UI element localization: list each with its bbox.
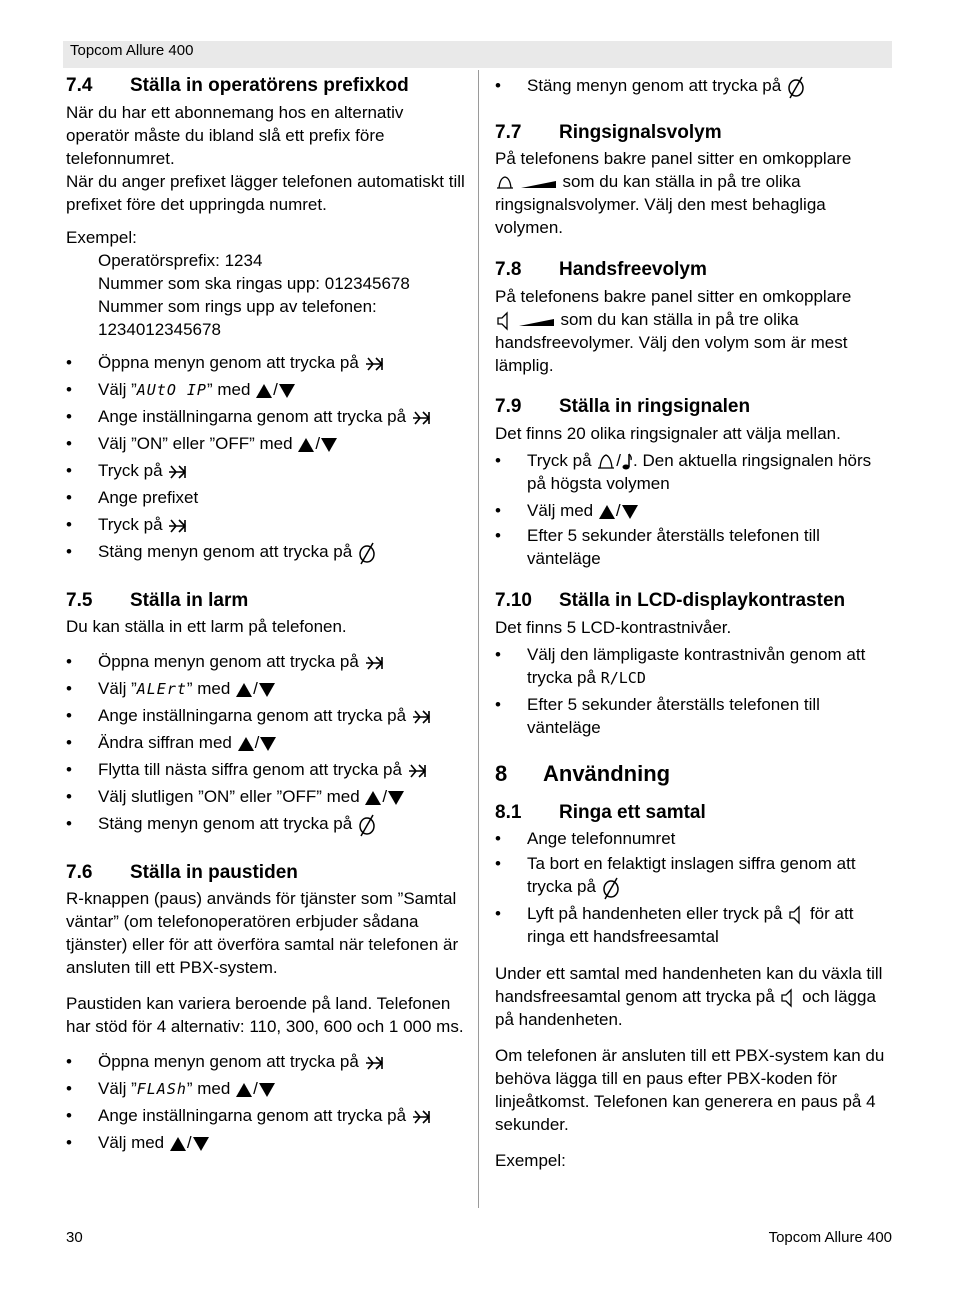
lcd-text: FLASh (136, 1080, 187, 1098)
example-line: Nummer som rings upp av telefonen: (98, 297, 377, 316)
lcd-text: ALErt (136, 680, 187, 698)
speaker-icon (787, 905, 805, 925)
enter-arrow-icon (411, 707, 437, 727)
paragraph: Om telefonen är ansluten till ett PBX-system kan du behöva lägga till en paus efter PBX-koden för linjeåtkomst. Telefonen kan generera en paus på 4 sekunder. (495, 1046, 885, 1134)
list-item: • Ta bort en felaktigt inslagen siffra genom att trycka på (495, 852, 893, 902)
r-lcd-key-label: R/LCD (600, 669, 646, 687)
section-heading-7-5: 7.5 Ställa in larm (66, 590, 249, 611)
list-item: • Efter 5 sekunder återställs telefonen till vänteläge (495, 695, 820, 737)
example-label: Exempel: (495, 1151, 566, 1170)
list-item: • Lyft på handenheten eller tryck på för att ringa ett handsfreesamtal (495, 904, 854, 946)
list-item: • Tryck på / . Den aktuella ringsignalen hörs på högsta volymen (495, 451, 872, 493)
step-list (495, 643, 893, 739)
speaker-icon (779, 988, 797, 1008)
header-title: Topcom Allure 400 (70, 42, 194, 59)
section-heading-8-1: 8.1 Ringa ett samtal (495, 802, 706, 823)
down-triangle-icon (320, 437, 338, 453)
clear-slashed-o-icon (357, 541, 377, 565)
section-heading-7-4: 7.4 Ställa in operatörens prefixkod (66, 75, 409, 96)
up-triangle-icon (169, 1136, 187, 1152)
down-triangle-icon (278, 383, 296, 399)
down-triangle-icon (192, 1136, 210, 1152)
list-item: • Välj ”FLASh” med / (66, 1077, 468, 1104)
section-heading-7-10: 7.10 Ställa in LCD-displaykontrasten (495, 590, 846, 611)
list-item: • Ange prefixet (66, 488, 199, 507)
list-item: • Flytta till nästa siffra genom att trycka på (66, 758, 468, 785)
list-item: • Öppna menyn genom att trycka på (66, 1050, 468, 1077)
down-triangle-icon (621, 504, 639, 520)
clear-slashed-o-icon (786, 75, 806, 99)
list-item: • Stäng menyn genom att trycka på (66, 540, 468, 567)
down-triangle-icon (258, 1082, 276, 1098)
enter-arrow-icon (364, 354, 390, 374)
paragraph: På telefonens bakre panel sitter en omkopplare som du kan ställa in på tre olika handsfreevolymer. Välj den volym som är mest lämplig. (495, 287, 852, 375)
up-triangle-icon (297, 437, 315, 453)
list-item: • Tryck på (66, 459, 468, 486)
section-heading-7-8: 7.8 Handsfreevolym (495, 259, 707, 280)
list-item: • Öppna menyn genom att trycka på (66, 650, 468, 677)
down-triangle-icon (258, 682, 276, 698)
paragraph: R-knappen (paus) används för tjänster som ”Samtal väntar” (om telefonoperatören erbjuder sådana tjänster) eller för att överföra samtal när telefonen är ansluten till ett PBX-system. (66, 889, 459, 977)
enter-arrow-icon (167, 516, 193, 536)
list-item: • Stäng menyn genom att trycka på (66, 812, 468, 839)
up-triangle-icon (235, 1082, 253, 1098)
paragraph: När du anger prefixet lägger telefonen automatiskt till prefixet före det uppringda numret. (66, 172, 465, 214)
step-list (495, 449, 893, 570)
list-item: • Välj ”AUtO IP” med / (66, 378, 468, 405)
step-list (66, 650, 468, 839)
up-triangle-icon (255, 383, 273, 399)
running-header (63, 41, 892, 68)
example-label: Exempel: (66, 228, 137, 247)
bell-icon (596, 452, 616, 472)
section-heading-7-9: 7.9 Ställa in ringsignalen (495, 396, 751, 417)
up-triangle-icon (364, 790, 382, 806)
paragraph: På telefonens bakre panel sitter en omkopplare som du kan ställa in på tre olika ringsignalsvolymer. Välj den mest behagliga volymen. (495, 149, 852, 237)
list-item: • Ange telefonnumret (495, 829, 676, 848)
paragraph: Du kan ställa in ett larm på telefonen. (66, 617, 347, 636)
speaker-icon (495, 311, 513, 331)
list-item: • Välj med / (495, 499, 893, 524)
list-item: • Välj slutligen ”ON” eller ”OFF” med / (66, 785, 468, 812)
list-item: • Tryck på (66, 513, 468, 540)
enter-arrow-icon (167, 462, 193, 482)
list-item: • Stäng menyn genom att trycka på (495, 74, 893, 101)
list-item: • Välj med / (66, 1131, 468, 1158)
paragraph: Paustiden kan variera beroende på land. Telefonen har stöd för 4 alternativ: 110, 300, 600 och 1 000 ms. (66, 994, 464, 1036)
paragraph: Det finns 20 olika ringsignaler att välja mellan. (495, 424, 841, 443)
up-triangle-icon (598, 504, 616, 520)
paragraph: När du har ett abonnemang hos en alternativ operatör måste du ibland slå ett prefix före telefonnumret. (66, 103, 404, 168)
paragraph: Under ett samtal med handenheten kan du växla till handsfreesamtal genom att trycka på och lägga på handenheten. (495, 964, 883, 1029)
list-item: • Ändra siffran med / (66, 731, 468, 758)
list-item: • Ange inställningarna genom att trycka på (66, 1104, 468, 1131)
clear-slashed-o-icon (357, 813, 377, 837)
bell-icon (495, 174, 515, 192)
list-item: • Välj den lämpligaste kontrastnivån genom att trycka på R/LCD (495, 645, 866, 687)
right-column (495, 74, 893, 1172)
lcd-text: AUtO IP (136, 381, 207, 399)
list-item: • Välj ”ON” eller ”OFF” med / (66, 432, 468, 459)
step-list (495, 827, 893, 948)
list-item: • Efter 5 sekunder återställs telefonen till vänteläge (495, 526, 820, 568)
left-column (66, 74, 468, 1158)
enter-arrow-icon (411, 1107, 437, 1127)
enter-arrow-icon (364, 1053, 390, 1073)
step-list (66, 1050, 468, 1158)
enter-arrow-icon (407, 761, 433, 781)
enter-arrow-icon (411, 408, 437, 428)
volume-wedge-icon (518, 314, 556, 328)
page-number: 30 (66, 1229, 83, 1246)
list-item: • Ange inställningarna genom att trycka på (66, 405, 468, 432)
music-note-icon (621, 452, 633, 472)
step-list (66, 351, 468, 567)
section-heading-7-6: 7.6 Ställa in paustiden (66, 862, 298, 883)
volume-wedge-icon (520, 176, 558, 190)
column-divider (478, 70, 479, 1208)
list-item: • Ange inställningarna genom att trycka på (66, 704, 468, 731)
list-item: • Välj ”ALErt” med / (66, 677, 468, 704)
enter-arrow-icon (364, 653, 390, 673)
down-triangle-icon (259, 736, 277, 752)
down-triangle-icon (387, 790, 405, 806)
up-triangle-icon (235, 682, 253, 698)
example-line: Operatörsprefix: 1234 (98, 251, 263, 270)
example-line: 1234012345678 (98, 320, 221, 339)
up-triangle-icon (237, 736, 255, 752)
list-item: • Öppna menyn genom att trycka på (66, 351, 468, 378)
chapter-heading-8: 8 Användning (495, 761, 671, 786)
step-list (495, 74, 893, 101)
footer-title: Topcom Allure 400 (768, 1229, 892, 1246)
example-line: Nummer som ska ringas upp: 012345678 (98, 274, 410, 293)
section-heading-7-7: 7.7 Ringsignalsvolym (495, 122, 722, 143)
clear-slashed-o-icon (601, 876, 621, 900)
paragraph: Det finns 5 LCD-kontrastnivåer. (495, 618, 732, 637)
